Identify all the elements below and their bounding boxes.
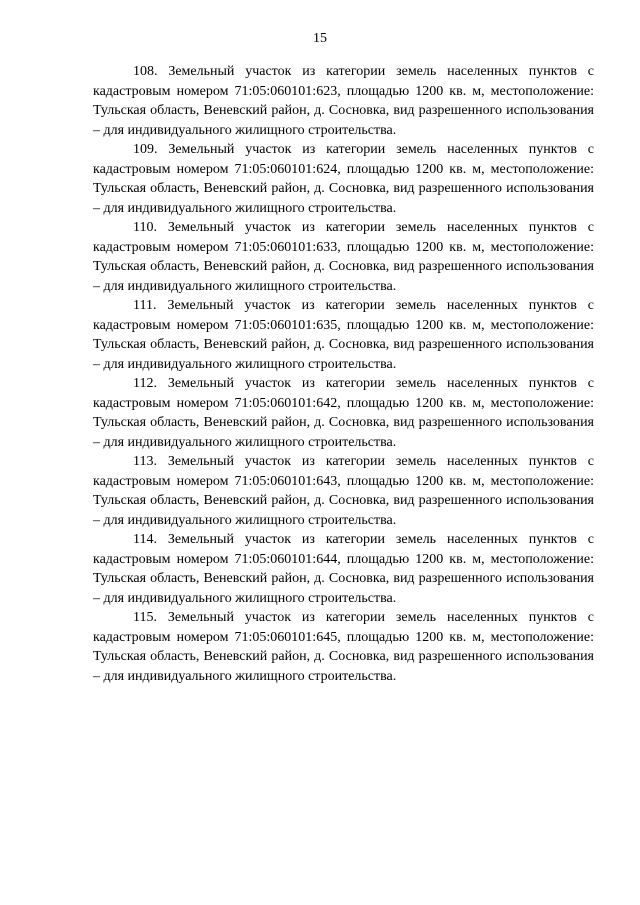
list-item: [93, 452, 594, 530]
item-number: 110.: [133, 220, 157, 235]
page-number: 15: [313, 31, 327, 46]
item-text: Земельный участок из категории земель населенных пунктов с кадастровым номером 71:05:060101:644, площадью 1200 кв. м, местоположение: Тульская область, Веневский район, д. Сосновка, вид разрешенного использования – для индивидуального жилищного строительства.: [93, 532, 594, 606]
item-number: 112.: [133, 376, 157, 391]
item-text: Земельный участок из категории земель населенных пунктов с кадастровым номером 71:05:060101:642, площадью 1200 кв. м, местоположение: Тульская область, Веневский район, д. Сосновка, вид разрешенного использования – для индивидуального жилищного строительства.: [93, 376, 594, 450]
item-number: 114.: [133, 532, 157, 547]
item-number: 115.: [133, 610, 157, 625]
land-plot-list: [93, 62, 594, 686]
item-number: 109.: [133, 142, 158, 157]
list-item: [93, 530, 594, 608]
list-item: [93, 62, 594, 140]
item-text: Земельный участок из категории земель населенных пунктов с кадастровым номером 71:05:060101:633, площадью 1200 кв. м, местоположение: Тульская область, Веневский район, д. Сосновка, вид разрешенного использования – для индивидуального жилищного строительства.: [93, 220, 594, 294]
list-item: [93, 140, 594, 218]
item-number: 113.: [133, 454, 157, 469]
item-text: Земельный участок из категории земель населенных пунктов с кадастровым номером 71:05:060101:643, площадью 1200 кв. м, местоположение: Тульская область, Веневский район, д. Сосновка, вид разрешенного использования – для индивидуального жилищного строительства.: [93, 454, 594, 528]
item-text: Земельный участок из категории земель населенных пунктов с кадастровым номером 71:05:060101:624, площадью 1200 кв. м, местоположение: Тульская область, Веневский район, д. Сосновка, вид разрешенного использования – для индивидуального жилищного строительства.: [93, 142, 594, 216]
item-number: 111.: [133, 298, 157, 313]
item-number: 108.: [133, 64, 158, 79]
list-item: [93, 374, 594, 452]
list-item: [93, 296, 594, 374]
list-item: [93, 608, 594, 686]
item-text: Земельный участок из категории земель населенных пунктов с кадастровым номером 71:05:060101:623, площадью 1200 кв. м, местоположение: Тульская область, Веневский район, д. Сосновка, вид разрешенного использования – для индивидуального жилищного строительства.: [93, 64, 594, 138]
item-text: Земельный участок из категории земель населенных пунктов с кадастровым номером 71:05:060101:635, площадью 1200 кв. м, местоположение: Тульская область, Веневский район, д. Сосновка, вид разрешенного использования – для индивидуального жилищного строительства.: [93, 298, 595, 372]
list-item: [93, 218, 594, 296]
item-text: Земельный участок из категории земель населенных пунктов с кадастровым номером 71:05:060101:645, площадью 1200 кв. м, местоположение: Тульская область, Веневский район, д. Сосновка, вид разрешенного использования – для индивидуального жилищного строительства.: [93, 610, 594, 684]
